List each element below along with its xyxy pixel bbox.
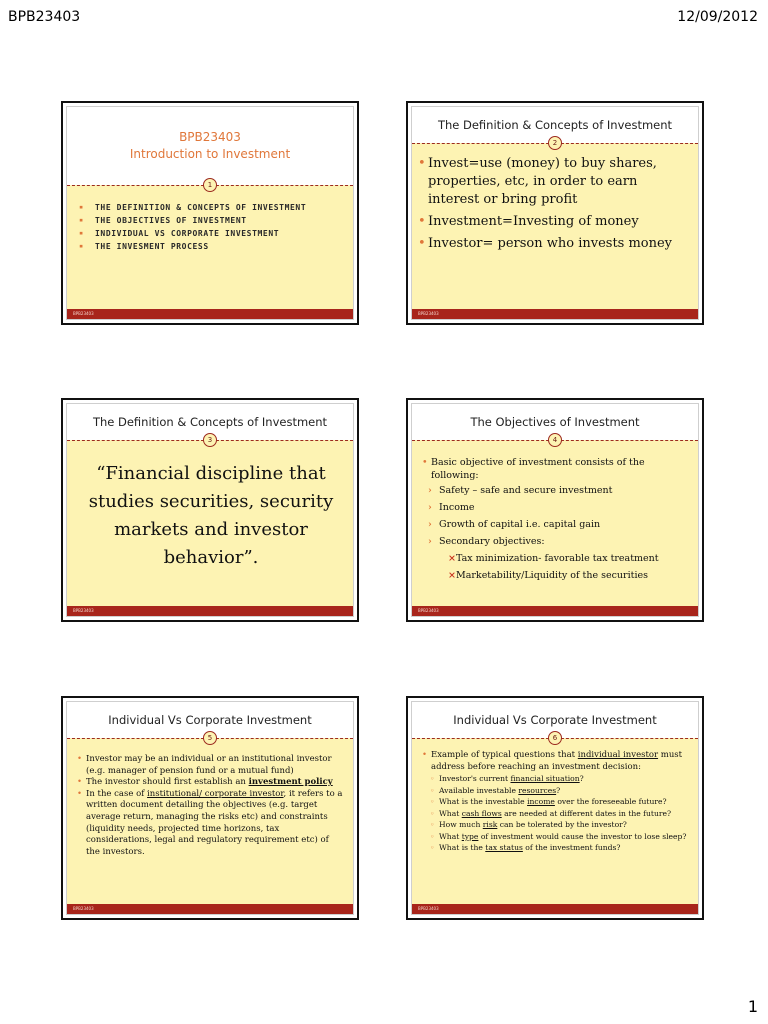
q-text: over the foreseeable future? [554, 797, 667, 807]
slide-3-content [67, 448, 353, 604]
q-term: resources [518, 785, 557, 795]
q-text: What is the [439, 843, 486, 853]
slide-5-content [67, 754, 353, 902]
q-text: of the investment funds? [522, 843, 621, 853]
bullet-item [77, 777, 345, 789]
slide-footer-label: BPB23403 [418, 311, 439, 316]
question-item [430, 819, 690, 831]
slide-1-title-area [67, 107, 353, 185]
slide-5 [61, 696, 359, 920]
slide-4-bullet-list [422, 456, 690, 482]
bullet-item: • Investment=Investing of money [418, 213, 690, 231]
q-text: What [439, 831, 462, 841]
sub-bullet-item: › Income [428, 499, 690, 516]
bullet-text: The investor should first establish an [86, 777, 249, 788]
slide-6-footer [412, 904, 698, 914]
sub-bullet-item: › Secondary objectives: [428, 533, 690, 550]
slide-2-content [412, 151, 698, 307]
q-text: ? [579, 774, 584, 784]
slide-2-title: The Definition & Concepts of Investment [437, 118, 673, 132]
slide-4-footer [412, 606, 698, 616]
slide-4-title: The Objectives of Investment [470, 415, 640, 429]
slide-4-sub-list [422, 482, 690, 550]
bullet-text: , it refers to a written document detailing the objectives (e.g. target average return, managing the risks etc) and constraints (liquidity needs, projected time horizons, tax considerations, legal and regulatory requirement etc) of the investors. [86, 788, 343, 857]
q-text: are needed at different dates in the future? [501, 808, 672, 818]
slide-5-body [66, 701, 354, 915]
slide-1 [61, 101, 359, 325]
sub-sub-bullet-item: × Tax minimization- favorable tax treatment [448, 550, 690, 567]
bullet-text: Example of typical questions that [431, 750, 578, 760]
document-header-date: 12/09/2012 [677, 9, 758, 25]
slide-3-title: The Definition & Concepts of Investment [92, 415, 328, 429]
q-term: financial situation [510, 774, 580, 784]
slide-6-bullet-list [422, 750, 690, 773]
slide-footer-label: BPB23403 [418, 608, 439, 613]
question-item [430, 842, 690, 854]
individual-investor-term: individual investor [577, 750, 659, 760]
bullet-item: • Investor may be an individual or an institutional investor (e.g. manager of pension fund or a mutual fund) [77, 754, 345, 777]
question-item [430, 785, 690, 797]
q-term: income [527, 797, 555, 807]
agenda-item: ▪ THE INVESMENT PROCESS [77, 240, 345, 253]
bullet-text: must address before reaching an investment decision: [431, 750, 683, 772]
slide-5-bullet-list [77, 754, 345, 858]
slide-2-bullet-list [418, 151, 690, 253]
slide-1-body [66, 106, 354, 320]
slide-3-body [66, 403, 354, 617]
bullet-item: • Invest=use (money) to buy shares, properties, etc, in order to earn interest or bring profit [418, 155, 690, 209]
slide-1-title-line1: BPB23403 [179, 130, 241, 144]
bullet-text: In the case of [86, 788, 148, 799]
slide-1-title-line2: Introduction to Investment [129, 147, 291, 161]
investment-policy-term: investment policy [248, 777, 333, 788]
question-item [430, 831, 690, 843]
slide-5-footer [67, 904, 353, 914]
bullet-item [422, 750, 690, 773]
bullet-item: • Investor= person who invests money [418, 235, 690, 253]
slide-3-quote: “Financial discipline that studies securities, security markets and investor behavior”. [88, 463, 334, 568]
slide-2-number: 2 [548, 136, 562, 150]
agenda-item: ▪ INDIVIDUAL VS CORPORATE INVESTMENT [77, 227, 345, 240]
slide-6-content [412, 750, 698, 902]
q-text: of investment would cause the investor to lose sleep? [478, 831, 687, 841]
agenda-item: ▪ THE OBJECTIVES OF INVESTMENT [77, 214, 345, 227]
sub-bullet-item: › Growth of capital i.e. capital gain [428, 516, 690, 533]
slide-6-title: Individual Vs Corporate Investment [453, 713, 657, 727]
q-term: cash flows [461, 808, 502, 818]
slide-1-content [67, 201, 353, 307]
q-term: type [461, 831, 479, 841]
slide-3-footer [67, 606, 353, 616]
slide-footer-label: BPB23403 [73, 608, 94, 613]
bullet-item [77, 789, 345, 859]
q-term: risk [482, 820, 498, 830]
sub-sub-bullet-item: × Marketability/Liquidity of the securities [448, 567, 690, 584]
document-header-left: BPB23403 [8, 9, 81, 25]
slide-3 [61, 398, 359, 622]
q-text: ? [556, 785, 561, 795]
q-text: What [439, 808, 462, 818]
slide-6-number: 6 [548, 731, 562, 745]
slide-4-content [412, 456, 698, 604]
slide-2-footer [412, 309, 698, 319]
question-item [430, 808, 690, 820]
q-text: can be tolerated by the investor? [497, 820, 627, 830]
slide-footer-label: BPB23403 [418, 906, 439, 911]
q-term: tax status [485, 843, 523, 853]
q-text: What is the investable [439, 797, 528, 807]
slide-4-subsub-list [422, 550, 690, 584]
question-item [430, 773, 690, 785]
question-item [430, 796, 690, 808]
slide-5-number: 5 [203, 731, 217, 745]
slide-3-number: 3 [203, 433, 217, 447]
slide-2-body [411, 106, 699, 320]
slide-6-question-list [430, 773, 690, 854]
slide-6 [406, 696, 704, 920]
slide-1-footer [67, 309, 353, 319]
q-text: How much [439, 820, 483, 830]
page-number: 1 [747, 997, 758, 1016]
sub-bullet-item: › Safety – safe and secure investment [428, 482, 690, 499]
slide-4-body [411, 403, 699, 617]
slide-footer-label: BPB23403 [73, 906, 94, 911]
slide-2 [406, 101, 704, 325]
institutional-investor-term: institutional/ corporate investor [147, 788, 284, 799]
slide-4 [406, 398, 704, 622]
q-text: Investor's current [439, 774, 511, 784]
slide-5-title: Individual Vs Corporate Investment [108, 713, 312, 727]
slide-1-agenda-list [77, 201, 345, 253]
bullet-item: • Basic objective of investment consists of the following: [422, 456, 690, 482]
agenda-item: ▪ THE DEFINITION & CONCEPTS OF INVESTMENT [77, 201, 345, 214]
q-text: Available investable [439, 785, 519, 795]
slide-footer-label: BPB23403 [73, 311, 94, 316]
slide-6-body [411, 701, 699, 915]
slide-1-number: 1 [203, 178, 217, 192]
slide-4-number: 4 [548, 433, 562, 447]
